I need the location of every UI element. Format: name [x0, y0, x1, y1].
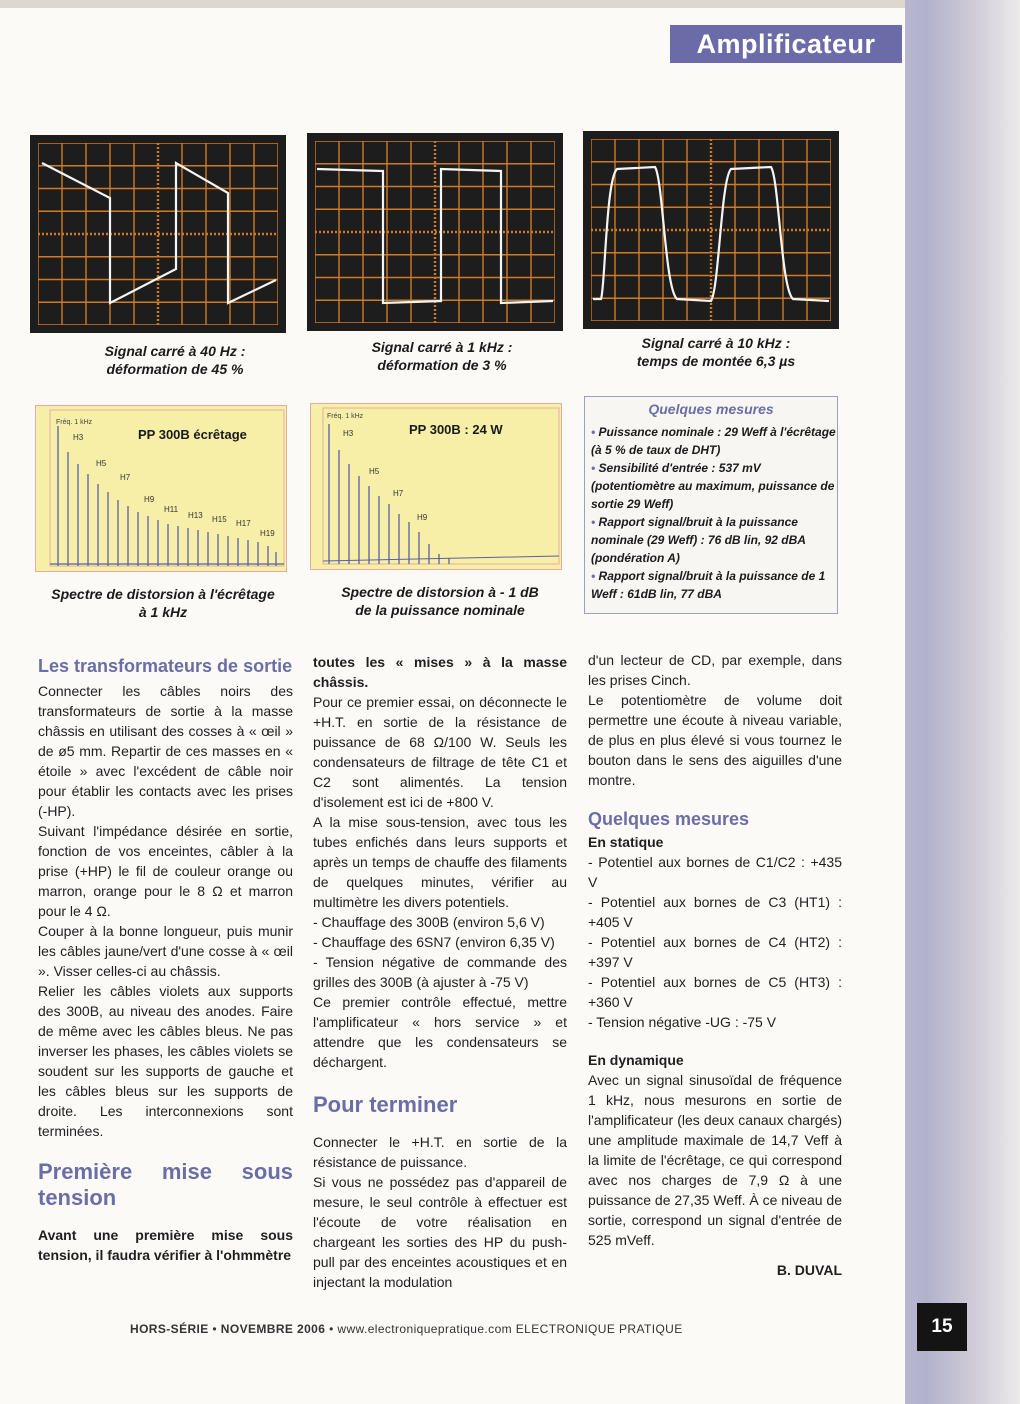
heading-some-measures: Quelques mesures: [588, 809, 750, 829]
paragraph: Si vous ne possédez pas d'appareil de mesure, le seul contrôle à effectuer est l'écoute de votre réalisation en chargeant les sorties des HP du push-pull par des enceintes acoustiques et en injectant la modulation: [313, 1174, 567, 1290]
paragraph: Couper à la bonne longueur, puis munir les câbles jaune/vert d'une cosse à « œil ». Visser celles-ci au châssis.: [38, 923, 293, 979]
oscilloscope-10khz-graph: [591, 139, 831, 321]
paragraph: Suivant l'impédance désirée en sortie, fonction de vos enceintes, câbler à la prise (+HP) le fil de couleur orange ou marron, orange pour le 8 Ω et marron pour le 4 Ω.: [38, 823, 293, 919]
bullet-icon: •: [591, 515, 599, 529]
subheading-static: En statique: [588, 834, 664, 850]
harmonic-label: H7: [120, 473, 131, 482]
measure-item-text: Rapport signal/bruit à la puissance nominale (29 Weff) : 76 dB lin, 92 dBA (pondération A): [591, 515, 806, 565]
measures-list: [591, 423, 837, 603]
paragraph: Le potentiomètre de volume doit permettre une écoute à niveau variable, de plus en plus élevé si vous tournez le bouton dans le sens des aiguilles d'une montre.: [588, 692, 842, 788]
harmonic-label: H17: [236, 519, 251, 528]
oscilloscope-10khz: [583, 131, 839, 329]
list-item: - Potentiel aux bornes de C3 (HT1) : +405 V: [588, 894, 842, 930]
spectrum-clipping: [35, 405, 287, 572]
paragraph: d'un lecteur de CD, par exemple, dans les prises Cinch.: [588, 652, 842, 688]
harmonic-label: H3: [73, 433, 84, 442]
text-column-1: [38, 655, 293, 1265]
spectrum-nominal-graph: [311, 404, 561, 569]
paragraph: A la mise sous-tension, avec tous les tubes enfichés dans leurs supports et après un temps de chauffe des filaments de quelques minutes, vérifier au multimètre les divers potentiels.: [313, 814, 567, 910]
spectrum-nominal-title: PP 300B : 24 W: [409, 422, 503, 437]
harmonic-label: H9: [144, 495, 155, 504]
measure-item: [591, 459, 837, 513]
list-item: - Chauffage des 300B (environ 5,6 V): [313, 914, 545, 930]
measure-item: [591, 513, 837, 567]
oscilloscope-1khz: [307, 133, 563, 331]
bullet-icon: •: [591, 569, 599, 583]
list-item: - Chauffage des 6SN7 (environ 6,35 V): [313, 934, 555, 950]
measure-item-text: Sensibilité d'entrée : 537 mV (potentiomètre au maximum, puissance de sortie 29 Weff): [591, 461, 835, 511]
paragraph: Relier les câbles violets aux supports des 300B, au niveau des anodes. Faire de même avec les câbles bleus. Ne pas inverser les phases, les câbles violets se soudent sur les supports de gauche et les câbles bleus sur les supports de droite. Les interconnexions sont terminées.: [38, 983, 293, 1139]
harmonic-label: H19: [260, 529, 275, 538]
heading-first-power-on: Première mise sous tension: [38, 1159, 293, 1210]
paragraph-bold: Avant une première mise sous tension, il faudra vérifier à l'ohmmètre: [38, 1227, 293, 1263]
measures-box-title: Quelques mesures: [648, 401, 774, 417]
list-item: - Potentiel aux bornes de C1/C2 : +435 V: [588, 854, 842, 890]
paragraph: Connecter les câbles noirs des transformateurs de sortie à la masse châssis en utilisant des cosses à « œil » de ø5 mm. Repartir de ces masses en « étoile » avec l'excédent de câble noir pour établir les contacts avec les prises (-HP).: [38, 683, 293, 819]
scope-caption-40hz: Signal carré à 40 Hz : déformation de 45 %: [104, 343, 246, 377]
harmonic-label: H5: [369, 467, 380, 476]
measure-item: [591, 567, 837, 603]
page-top-edge: [0, 0, 1020, 8]
harmonic-label: H7: [393, 489, 404, 498]
footer-url: www.electroniquepratique.com: [337, 1322, 513, 1336]
spectrum-nominal-freq: Fréq. 1 kHz: [327, 413, 364, 420]
scope-caption-1khz: Signal carré à 1 kHz : déformation de 3 %: [371, 339, 513, 373]
spectrum-nominal: [310, 403, 562, 570]
footer-series: HORS-SÉRIE: [130, 1322, 209, 1336]
harmonic-label: H9: [417, 513, 428, 522]
harmonic-label: H11: [164, 505, 179, 514]
paragraph: Avec un signal sinusoïdal de fréquence 1 kHz, nous mesurons en sortie de l'amplificateur (les deux canaux chargés) une amplitude maximale de 14,7 Veff à la limite de l'écrêtage, ce qui correspond avec nos charges de 7,9 Ω à une puissance de 27,35 Weff. À ce niveau de sortie, correspond un signal d'entrée de 525 mVeff.: [588, 1072, 842, 1248]
oscilloscope-1khz-graph: [315, 141, 555, 323]
harmonic-label: H13: [188, 511, 203, 520]
oscilloscope-40hz-graph: [38, 143, 278, 325]
measure-item-text: Rapport signal/bruit à la puissance de 1 Weff : 61dB lin, 77 dBA: [591, 569, 826, 601]
author-signature: B. DUVAL: [776, 1262, 842, 1278]
list-item: - Potentiel aux bornes de C5 (HT3) : +360 V: [588, 974, 842, 1010]
spectrum-clipping-title: PP 300B écrêtage: [138, 427, 247, 442]
paragraph: Ce premier contrôle effectué, mettre l'amplificateur « hors service » et attendre que les condensateurs se déchargent.: [313, 994, 567, 1070]
scope-caption-10khz: Signal carré à 10 kHz : temps de montée 6,3 µs: [636, 335, 796, 369]
harmonic-label: H3: [343, 429, 354, 438]
page-right-margin-band: [905, 0, 1020, 1404]
heading-output-transformers: Les transformateurs de sortie: [38, 656, 293, 676]
page-number: 15: [917, 1303, 967, 1351]
list-item: - Tension négative -UG : -75 V: [588, 1014, 777, 1030]
spectrum-caption-nominal: Spectre de distorsion à - 1 dB de la puissance nominale: [341, 584, 539, 618]
subheading-dynamic: En dynamique: [588, 1052, 684, 1068]
list-item: - Potentiel aux bornes de C4 (HT2) : +397 V: [588, 934, 842, 970]
footer-date: NOVEMBRE 2006: [220, 1322, 326, 1336]
heading-finishing: Pour terminer: [313, 1092, 458, 1117]
footer-separator: •: [212, 1322, 218, 1336]
text-column-2: [313, 652, 567, 1292]
section-tag: Amplificateur: [670, 25, 902, 63]
measure-item-text: Puissance nominale : 29 Weff à l'écrêtage (à 5 % de taux de DHT): [591, 425, 836, 457]
measures-box: [584, 396, 838, 614]
page-footer: [130, 1322, 780, 1336]
footer-separator: •: [329, 1322, 334, 1336]
list-item: - Tension négative de commande des grilles des 300B (à ajuster à -75 V): [313, 954, 567, 990]
spectrum-clipping-freq: Fréq. 1 kHz: [56, 419, 93, 426]
bullet-icon: •: [591, 461, 599, 475]
paragraph: Connecter le +H.T. en sortie de la résistance de puissance.: [313, 1134, 567, 1170]
text-column-3: [588, 650, 842, 1280]
paragraph-bold: toutes les « mises » à la masse châssis.: [313, 654, 567, 690]
footer-magazine: ELECTRONIQUE PRATIQUE: [515, 1322, 683, 1336]
harmonic-label: H5: [96, 459, 107, 468]
spectrum-clipping-graph: [36, 406, 286, 571]
harmonic-label: H15: [212, 515, 227, 524]
oscilloscope-40hz: [30, 135, 286, 333]
paragraph: Pour ce premier essai, on déconnecte le +H.T. en sortie de la résistance de puissance de 68 Ω/100 W. Seuls les condensateurs de filtrage de tête C1 et C2 sont alimentés. La tension d'isolement est ici de +800 V.: [313, 694, 567, 810]
spectrum-caption-clipping: Spectre de distorsion à l'écrêtage à 1 kHz: [51, 586, 275, 620]
bullet-icon: •: [591, 425, 599, 439]
measure-item: [591, 423, 837, 459]
